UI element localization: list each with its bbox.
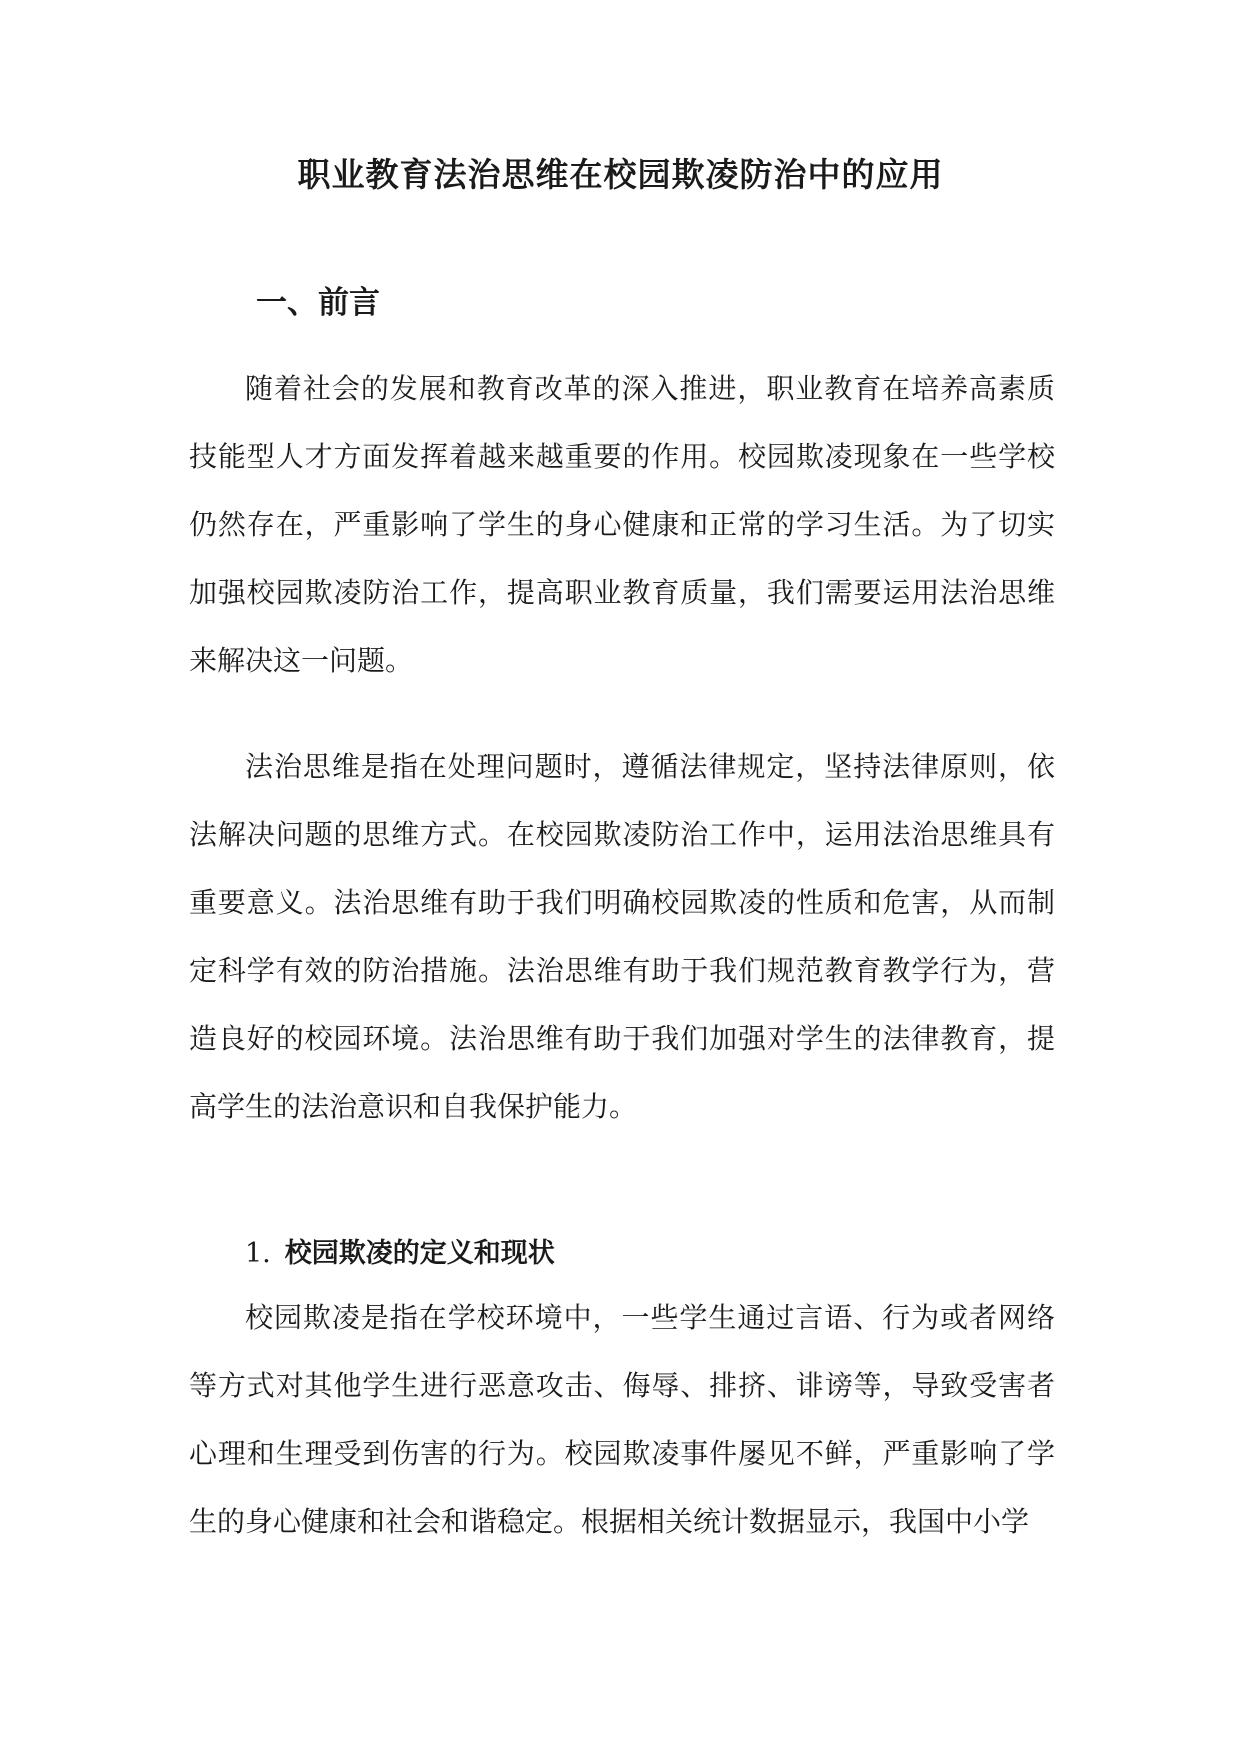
paragraph: 随着社会的发展和教育改革的深入推进，职业教育在培养高素质技能型人才方面发挥着越来越重要的作用。校园欺凌现象在一些学校仍然存在，严重影响了学生的身心健康和正常的学习生活。为了切实加强校园欺凌防治工作，提高职业教育质量，我们需要运用法治思维来解决这一问题。	[189, 372, 1055, 677]
section-heading-preface: 一、前言	[256, 285, 380, 321]
document-title: 职业教育法治思维在校园欺凌防治中的应用	[297, 155, 944, 194]
paragraph: 校园欺凌是指在学校环境中，一些学生通过言语、行为或者网络等方式对其他学生进行恶意攻击、侮辱、排挤、诽谤等，导致受害者心理和生理受到伤害的行为。校园欺凌事件屡见不鲜，严重影响了学生的身心健康和社会和谐稳定。根据相关统计数据显示，我国中小学	[189, 1301, 1055, 1538]
paragraph: 法治思维是指在处理问题时，遵循法律规定，坚持法律原则，依法解决问题的思维方式。在校园欺凌防治工作中，运用法治思维具有重要意义。法治思维有助于我们明确校园欺凌的性质和危害，从而制定科学有效的防治措施。法治思维有助于我们规范教育教学行为，营造良好的校园环境。法治思维有助于我们加强对学生的法律教育，提高学生的法治意识和自我保护能力。	[189, 750, 1055, 1123]
subsection-heading	[245, 1234, 555, 1274]
subsection-heading-text: 校园欺凌的定义和现状	[284, 1238, 555, 1269]
subsection-number: 1.	[245, 1238, 271, 1269]
